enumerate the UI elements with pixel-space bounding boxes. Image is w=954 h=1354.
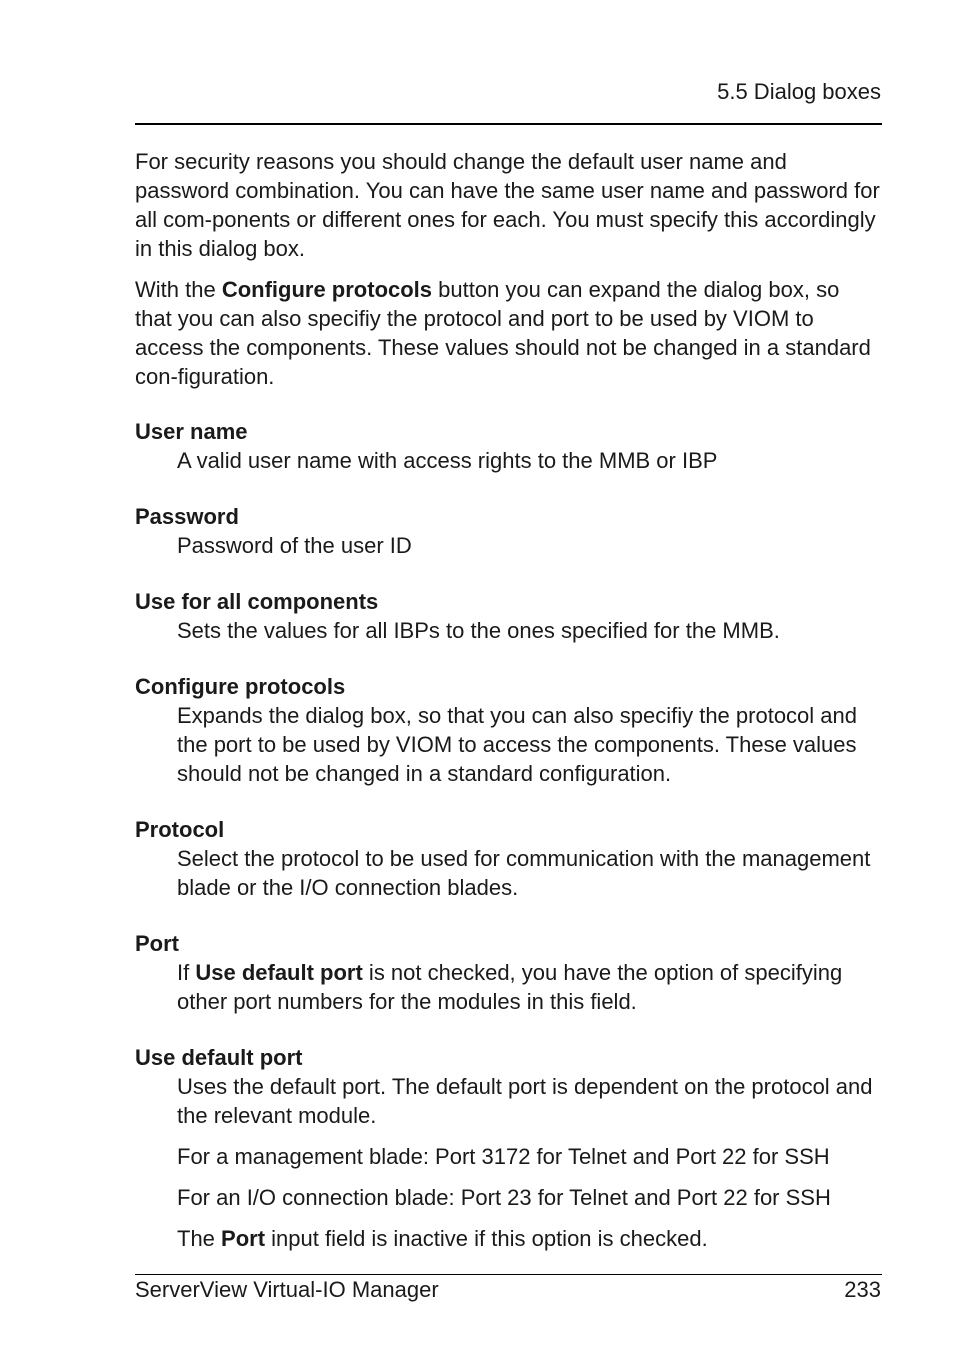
term-configure-protocols: Configure protocols bbox=[135, 674, 346, 699]
intro-paragraph-1: For security reasons you should change the default user name and password combination. You can have the same user name and password for all com-ponents or different ones for each. You must specify this accordingly in this dialog box. bbox=[135, 149, 880, 261]
definition-user-name bbox=[135, 417, 882, 475]
definition-configure-protocols bbox=[135, 672, 882, 788]
footer-rule bbox=[135, 1274, 882, 1275]
term-user-name: User name bbox=[135, 419, 248, 444]
definition-use-for-all-components bbox=[135, 587, 882, 645]
desc-use-default-port-4-end: input field is inactive if this option is checked. bbox=[265, 1226, 708, 1251]
intro-paragraph-2-end: button you can expand the dialog box, so that you can also specifiy the protocol and port to be used by VIOM to access the components. These values should not be changed in a standard con-figuration. bbox=[135, 277, 871, 389]
term-use-default-port: Use default port bbox=[135, 1045, 303, 1070]
desc-use-default-port-1: Uses the default port. The default port is dependent on the protocol and the relevant module. bbox=[177, 1074, 873, 1128]
port-emphasis: Port bbox=[221, 1226, 266, 1251]
term-use-for-all-components: Use for all components bbox=[135, 589, 379, 614]
footer-title: ServerView Virtual-IO Manager bbox=[135, 1277, 439, 1302]
definition-password bbox=[135, 502, 882, 560]
desc-use-default-port-4 bbox=[177, 1224, 882, 1253]
desc-use-default-port-3: For an I/O connection blade: Port 23 for Telnet and Port 22 for SSH bbox=[177, 1185, 831, 1210]
desc-use-default-port-4-start: The bbox=[177, 1226, 222, 1251]
definition-use-default-port bbox=[135, 1043, 882, 1253]
page-number: 233 bbox=[844, 1277, 881, 1302]
desc-use-default-port-2: For a management blade: Port 3172 for Telnet and Port 22 for SSH bbox=[177, 1144, 830, 1169]
configure-protocols-emphasis: Configure protocols bbox=[221, 277, 433, 302]
desc-password: Password of the user ID bbox=[177, 533, 412, 558]
definition-protocol bbox=[135, 815, 882, 902]
desc-port-start: If bbox=[177, 960, 196, 985]
intro-paragraph-2 bbox=[135, 275, 882, 391]
definition-port bbox=[135, 929, 882, 1016]
term-password: Password bbox=[135, 504, 239, 529]
desc-port bbox=[177, 958, 882, 1016]
desc-port-end: is not checked, you have the option of specifying other port numbers for the modules in this field. bbox=[177, 960, 843, 1014]
intro-paragraph-2-start: With the bbox=[135, 277, 222, 302]
desc-use-for-all-components: Sets the values for all IBPs to the ones specified for the MMB. bbox=[177, 618, 780, 643]
running-header: 5.5 Dialog boxes bbox=[717, 79, 881, 104]
desc-user-name: A valid user name with access rights to the MMB or IBP bbox=[177, 448, 718, 473]
term-port: Port bbox=[135, 931, 179, 956]
use-default-port-emphasis: Use default port bbox=[195, 960, 363, 985]
term-protocol: Protocol bbox=[135, 817, 225, 842]
header-rule bbox=[135, 123, 882, 125]
page-body bbox=[135, 147, 882, 1253]
desc-protocol: Select the protocol to be used for communication with the management blade or the I/O connection blades. bbox=[177, 846, 871, 900]
desc-configure-protocols: Expands the dialog box, so that you can also specifiy the protocol and the port to be used by VIOM to access the components. These values should not be changed in a standard configuration. bbox=[177, 703, 857, 786]
